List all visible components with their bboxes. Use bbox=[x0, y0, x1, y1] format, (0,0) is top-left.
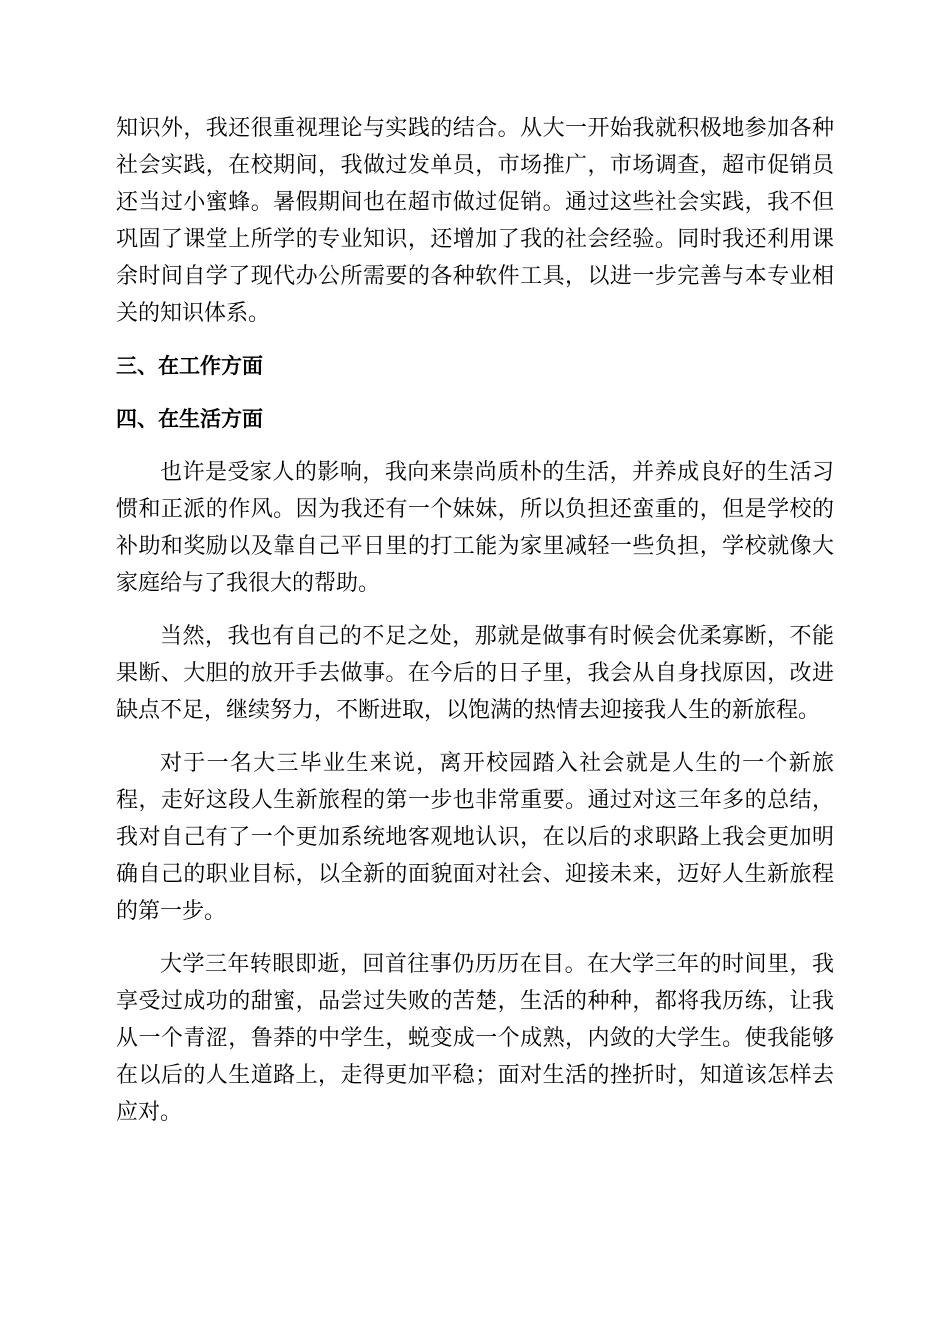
paragraph-conclusion: 大学三年转眼即逝，回首往事仍历历在目。在大学三年的时间里，我享受过成功的甜蜜，品尝过失败的苦楚，生活的种种，都将我历练，让我从一个青涩，鲁莽的中学生，蜕变成一个成熟，内敛的大学生。使我能够在以后的人生道路上，走得更加平稳；面对生活的挫折时，知道该怎样去应对。 bbox=[116, 952, 834, 1125]
paragraph-family: 也许是受家人的影响，我向来崇尚质朴的生活，并养成良好的生活习惯和正派的作风。因为我还有一个妹妹，所以负担还蛮重的，但是学校的补助和奖励以及靠自己平日里的打工能为家里减轻一些负担，学校就像大家庭给与了我很大的帮助。 bbox=[116, 460, 834, 596]
section-heading-life: 四、在生活方面 bbox=[116, 407, 263, 431]
paragraph-practice: 知识外，我还很重视理论与实践的结合。从大一开始我就积极地参加各种社会实践，在校期间，我做过发单员，市场推广，市场调查，超市促销员还当过小蜜蜂。暑假期间也在超市做过促销。通过这些社会实践，我不但巩固了课堂上所学的专业知识，还增加了我的社会经验。同时我还利用课余时间自学了现代办公所需要的各种软件工具，以进一步完善与本专业相关的知识体系。 bbox=[116, 116, 834, 326]
paragraph-graduate: 对于一名大三毕业生来说，离开校园踏入社会就是人生的一个新旅程，走好这段人生新旅程的第一步也非常重要。通过对这三年多的总结，我对自己有了一个更加系统地客观地认识，在以后的求职路上我会更加明确自己的职业目标，以全新的面貌面对社会、迎接未来，迈好人生新旅程的第一步。 bbox=[116, 751, 834, 924]
paragraph-shortcomings: 当然，我也有自己的不足之处，那就是做事有时候会优柔寡断，不能果断、大胆的放开手去做事。在今后的日子里，我会从自身找原因，改进缺点不足，继续努力，不断进取，以饱满的热情去迎接我人生的新旅程。 bbox=[116, 624, 834, 723]
section-heading-work: 三、在工作方面 bbox=[116, 354, 263, 378]
document-body bbox=[116, 110, 834, 1147]
